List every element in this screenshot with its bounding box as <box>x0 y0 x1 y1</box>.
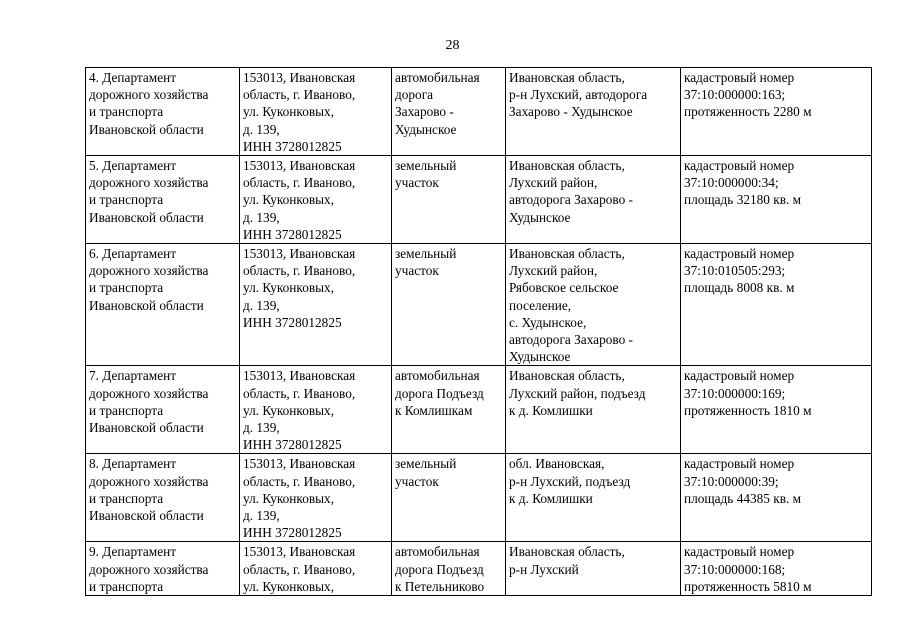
cell-text-line: Лухский район, <box>509 263 598 279</box>
cell-text-line: Ивановской области <box>89 297 204 313</box>
address-cell <box>240 244 392 366</box>
characteristics-cell <box>681 244 872 366</box>
cell-text-line: 37:10:000000:39; <box>684 473 779 489</box>
cell-text-line: Ивановская область, <box>509 158 625 174</box>
cell-text-line: Ивановской области <box>89 121 204 137</box>
table-row <box>86 68 872 156</box>
cell-text-line: и транспорта <box>89 402 164 418</box>
cell-text-line: область, г. Иваново, <box>243 473 356 489</box>
cell-text-line: автомобильная <box>395 368 480 384</box>
cell-text-line: 4. Департамент <box>89 70 177 85</box>
cell-text-line: д. 139, <box>243 508 280 524</box>
cell-text-line: кадастровый номер <box>684 246 795 262</box>
cell-text-line: Захарово - Худынское <box>509 104 633 120</box>
cell-text-line: земельный <box>395 456 457 472</box>
cell-text-line: 6. Департамент <box>89 246 177 262</box>
cell-text-line: кадастровый номер <box>684 456 795 472</box>
cell-text-line: ИНН 3728012825 <box>243 226 342 242</box>
holder-cell <box>86 244 240 366</box>
object-type-cell <box>392 156 506 244</box>
cell-text-line: д. 139, <box>243 420 280 436</box>
holder-cell <box>86 454 240 542</box>
cell-text-line: область, г. Иваново, <box>243 175 356 191</box>
cell-text-line: 153013, Ивановская <box>243 158 356 174</box>
cell-text-line: д. 139, <box>243 121 280 137</box>
cell-text-line: 37:10:000000:168; <box>684 561 786 577</box>
object-type-cell <box>392 542 506 596</box>
page-number: 28 <box>445 38 460 53</box>
cell-text-line: автомобильная <box>395 544 480 560</box>
cell-text-line: земельный <box>395 158 457 174</box>
cell-text-line: ИНН 3728012825 <box>243 437 342 453</box>
cell-text-line: площадь 44385 кв. м <box>684 490 802 506</box>
cell-text-line: протяженность 5810 м <box>684 578 812 594</box>
characteristics-cell <box>681 454 872 542</box>
cell-text-line: к Петельниково <box>395 578 485 594</box>
cell-text-line: 153013, Ивановская <box>243 368 356 384</box>
object-type-cell <box>392 244 506 366</box>
cell-text-line: область, г. Иваново, <box>243 561 356 577</box>
location-cell <box>506 366 681 454</box>
cell-text-line: и транспорта <box>89 280 164 296</box>
cell-text-line: участок <box>395 263 439 279</box>
cell-text-line: кадастровый номер <box>684 70 795 85</box>
cell-text-line: ул. Куконковых, <box>243 104 335 120</box>
holder-cell <box>86 366 240 454</box>
cell-text-line: дорожного хозяйства <box>89 87 209 103</box>
cell-text-line: 153013, Ивановская <box>243 456 356 472</box>
characteristics-cell <box>681 366 872 454</box>
cell-text-line: и транспорта <box>89 490 164 506</box>
cell-text-line: автодорога Захарово - <box>509 192 633 208</box>
location-cell <box>506 156 681 244</box>
cell-text-line: к д. Комлишки <box>509 402 593 418</box>
cell-text-line: дорожного хозяйства <box>89 175 209 191</box>
cell-text-line: ул. Куконковых, <box>243 280 335 296</box>
cell-text-line: 153013, Ивановская <box>243 246 356 262</box>
cell-text-line: Ивановской области <box>89 508 204 524</box>
characteristics-cell <box>681 68 872 156</box>
cell-text-line: дорожного хозяйства <box>89 263 209 279</box>
location-cell <box>506 68 681 156</box>
cell-text-line: ИНН 3728012825 <box>243 314 342 330</box>
cell-text-line: р-н Лухский, автодорога <box>509 87 648 103</box>
cell-text-line: кадастровый номер <box>684 368 795 384</box>
holder-cell <box>86 156 240 244</box>
characteristics-cell <box>681 156 872 244</box>
cell-text-line: и транспорта <box>89 578 164 594</box>
property-registry-table <box>85 67 872 596</box>
cell-text-line: 37:10:000000:34; <box>684 175 779 191</box>
cell-text-line: к Комлишкам <box>395 402 473 418</box>
cell-text-line: Ивановская область, <box>509 544 625 560</box>
cell-text-line: Ивановская область, <box>509 246 625 262</box>
cell-text-line: 8. Департамент <box>89 456 177 472</box>
cell-text-line: д. 139, <box>243 209 280 225</box>
table-row <box>86 244 872 366</box>
cell-text-line: р-н Лухский, подъезд <box>509 473 631 489</box>
cell-text-line: дорожного хозяйства <box>89 561 209 577</box>
table-row <box>86 366 872 454</box>
cell-text-line: Рябовское сельское <box>509 280 619 296</box>
address-cell <box>240 68 392 156</box>
cell-text-line: ул. Куконковых, <box>243 490 335 506</box>
cell-text-line: 153013, Ивановская <box>243 544 356 560</box>
characteristics-cell <box>681 542 872 596</box>
cell-text-line: область, г. Иваново, <box>243 263 356 279</box>
cell-text-line: 7. Департамент <box>89 368 177 384</box>
cell-text-line: Захарово - <box>395 104 454 120</box>
object-type-cell <box>392 454 506 542</box>
location-cell <box>506 244 681 366</box>
cell-text-line: ул. Куконковых, <box>243 192 335 208</box>
cell-text-line: кадастровый номер <box>684 544 795 560</box>
cell-text-line: область, г. Иваново, <box>243 87 356 103</box>
location-cell <box>506 454 681 542</box>
cell-text-line: дорога Подъезд <box>395 561 484 577</box>
cell-text-line: 153013, Ивановская <box>243 70 356 85</box>
cell-text-line: Ивановская область, <box>509 70 625 85</box>
address-cell <box>240 156 392 244</box>
cell-text-line: участок <box>395 175 439 191</box>
cell-text-line: дорога <box>395 87 434 103</box>
cell-text-line: Худынское <box>509 349 571 365</box>
cell-text-line: площадь 8008 кв. м <box>684 280 795 296</box>
cell-text-line: Худынское <box>509 209 571 225</box>
cell-text-line: ИНН 3728012825 <box>243 138 342 154</box>
cell-text-line: Ивановской области <box>89 420 204 436</box>
holder-cell <box>86 542 240 596</box>
cell-text-line: Худынское <box>395 121 457 137</box>
cell-text-line: участок <box>395 473 439 489</box>
cell-text-line: и транспорта <box>89 192 164 208</box>
cell-text-line: 9. Департамент <box>89 544 177 560</box>
cell-text-line: р-н Лухский <box>509 561 579 577</box>
cell-text-line: протяженность 2280 м <box>684 104 812 120</box>
cell-text-line: с. Худынское, <box>509 314 587 330</box>
table-row <box>86 156 872 244</box>
cell-text-line: протяженность 1810 м <box>684 402 812 418</box>
cell-text-line: 5. Департамент <box>89 158 177 174</box>
table-row <box>86 542 872 596</box>
cell-text-line: кадастровый номер <box>684 158 795 174</box>
cell-text-line: 37:10:000000:163; <box>684 87 786 103</box>
cell-text-line: автодорога Захарово - <box>509 332 633 348</box>
cell-text-line: д. 139, <box>243 297 280 313</box>
address-cell <box>240 542 392 596</box>
cell-text-line: обл. Ивановская, <box>509 456 605 472</box>
cell-text-line: дорожного хозяйства <box>89 385 209 401</box>
location-cell <box>506 542 681 596</box>
address-cell <box>240 366 392 454</box>
cell-text-line: автомобильная <box>395 70 480 85</box>
cell-text-line: ул. Куконковых, <box>243 402 335 418</box>
cell-text-line: и транспорта <box>89 104 164 120</box>
cell-text-line: поселение, <box>509 297 572 313</box>
cell-text-line: площадь 32180 кв. м <box>684 192 802 208</box>
object-type-cell <box>392 366 506 454</box>
address-cell <box>240 454 392 542</box>
table-row <box>86 454 872 542</box>
cell-text-line: Ивановская область, <box>509 368 625 384</box>
cell-text-line: дорожного хозяйства <box>89 473 209 489</box>
cell-text-line: область, г. Иваново, <box>243 385 356 401</box>
cell-text-line: к д. Комлишки <box>509 490 593 506</box>
cell-text-line: Лухский район, подъезд <box>509 385 646 401</box>
property-registry-body <box>86 68 872 596</box>
holder-cell <box>86 68 240 156</box>
cell-text-line: 37:10:000000:169; <box>684 385 786 401</box>
cell-text-line: земельный <box>395 246 457 262</box>
cell-text-line: ИНН 3728012825 <box>243 525 342 541</box>
object-type-cell <box>392 68 506 156</box>
cell-text-line: 37:10:010505:293; <box>684 263 786 279</box>
cell-text-line: Ивановской области <box>89 209 204 225</box>
cell-text-line: Лухский район, <box>509 175 598 191</box>
cell-text-line: дорога Подъезд <box>395 385 484 401</box>
cell-text-line: ул. Куконковых, <box>243 578 335 594</box>
